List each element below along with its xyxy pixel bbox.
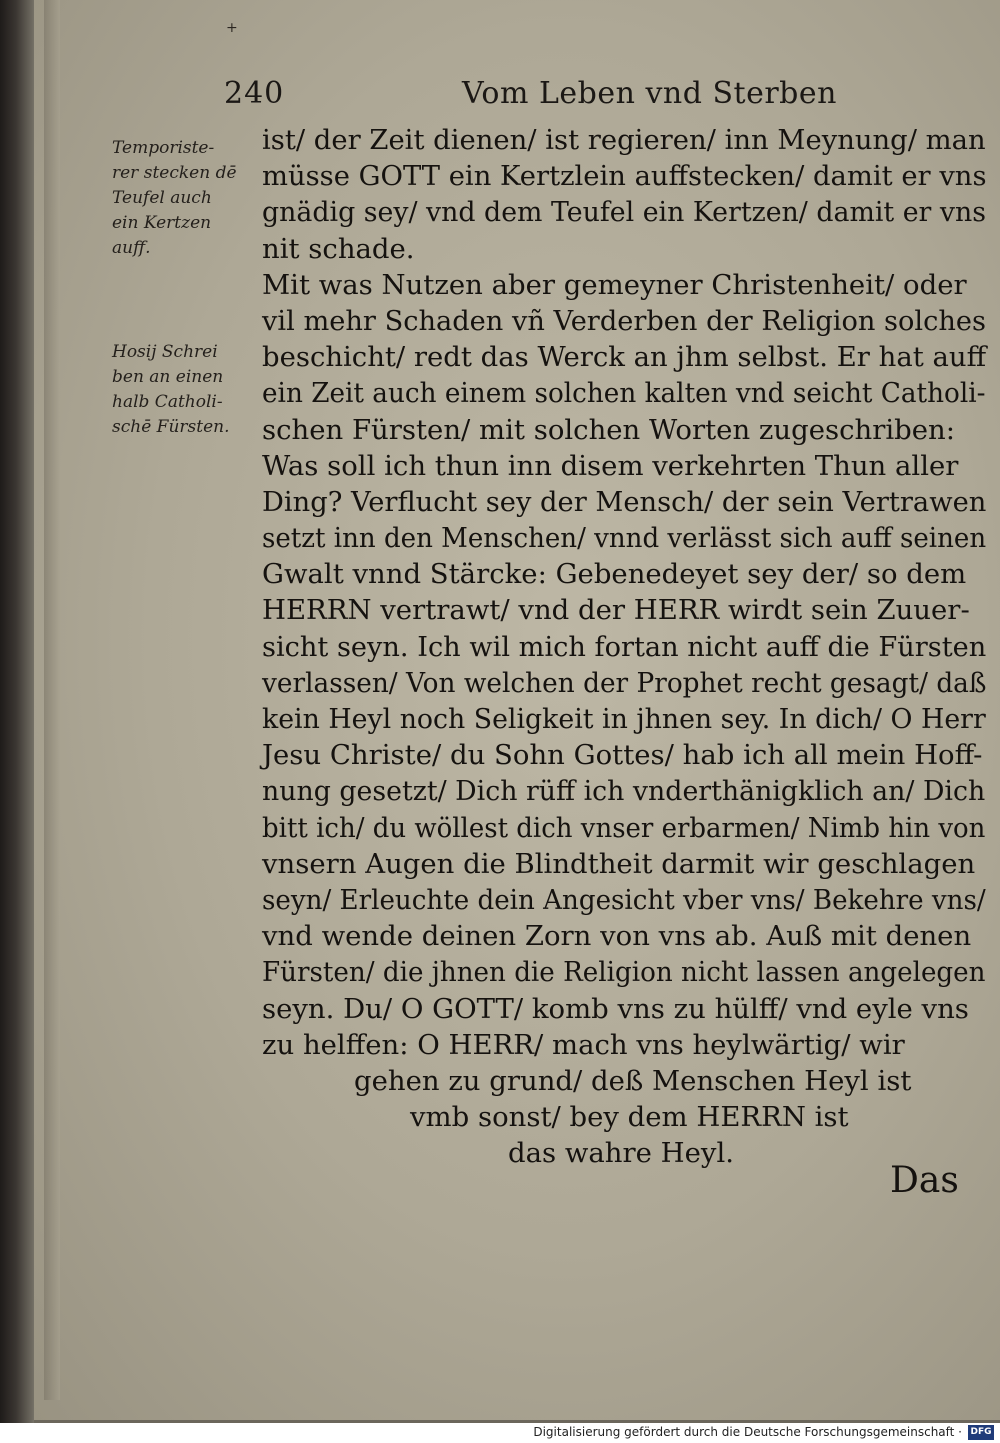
text-line: verlassen/ Von welchen der Prophet recht gesagt/ daß [262, 666, 987, 699]
text-line: beschicht/ redt das Werck an jhm selbst. Er hat auff [262, 341, 987, 374]
text-line: ein Zeit auch einem solchen kalten vnd seicht Catholi- [262, 377, 986, 410]
margin-note-line: schē Fürsten. [112, 417, 230, 437]
text-line: ist/ der Zeit dienen/ ist regieren/ inn Meynung/ man [262, 124, 986, 156]
text-line: müsse GOTT ein Kertzlein auffstecken/ damit er vns [262, 160, 987, 193]
margin-note-line: ein Kertzen [112, 213, 212, 233]
text-line: Jesu Christe/ du Sohn Gottes/ hab ich all mein Hoff- [262, 739, 983, 772]
footer-credit: Digitalisierung gefördert durch die Deutsche Forschungsgemeinschaft · [533, 1425, 962, 1439]
margin-note-temporisten [112, 136, 264, 261]
catchword: Das [890, 1160, 959, 1201]
text-line: gehen zu grund/ deß Menschen Heyl ist [354, 1064, 912, 1097]
text-line: vnsern Augen die Blindtheit darmit wir geschlagen [262, 847, 976, 880]
margin-note-line: Teufel auch [112, 188, 212, 208]
page-number: 240 [224, 76, 285, 111]
margin-note-line: auff. [112, 238, 151, 258]
page-edge-shadow [44, 0, 60, 1400]
text-line: Mit was Nutzen aber gemeyner Christenheit/ oder [262, 268, 967, 301]
text-line: das wahre Heyl. [508, 1137, 734, 1170]
text-line: vmb sonst/ bey dem HERRN ist [410, 1101, 849, 1134]
text-line: schen Fürsten/ mit solchen Worten zugeschriben: [262, 413, 955, 446]
main-text-block [262, 122, 987, 1171]
text-line: HERRN vertrawt/ vnd der HERR wirdt sein Zuuer- [262, 594, 970, 627]
margin-note-line: Hosij Schrei [112, 342, 218, 362]
text-line: zu helffen: O HERR/ mach vns heylwärtig/ wir [262, 1028, 905, 1061]
text-line: Was soll ich thun inn disem verkehrten Thun aller [262, 449, 959, 482]
text-line: Gwalt vnnd Stärcke: Gebenedeyet sey der/ so dem [262, 558, 967, 591]
text-line: nung gesetzt/ Dich rüff ich vnderthänigklich an/ Dich [262, 775, 986, 808]
text-line: Fürsten/ die jhnen die Religion nicht lassen angelegen [262, 956, 986, 989]
text-line: seyn/ Erleuchte dein Angesicht vber vns/ Bekehre vns/ [262, 883, 986, 916]
text-line: setzt inn den Menschen/ vnnd verlässt sich auff seinen [262, 522, 987, 555]
text-line: seyn. Du/ O GOTT/ komb vns zu hülff/ vnd eyle vns [262, 992, 969, 1025]
text-line: vil mehr Schaden vñ Verderben der Religion solches [262, 304, 986, 337]
margin-note-line: halb Catholi- [112, 392, 223, 412]
text-line: Ding? Verflucht sey der Mensch/ der sein Vertrawen [262, 485, 987, 518]
text-line: nit schade. [262, 232, 415, 265]
text-line: gnädig sey/ vnd dem Teufel ein Kertzen/ damit er vns [262, 196, 987, 229]
margin-note-hosius [112, 340, 264, 440]
margin-note-line: ben an einen [112, 367, 224, 387]
text-line: sicht seyn. Ich wil mich fortan nicht auff die Fürsten [262, 630, 987, 663]
margin-note-line: rer stecken dē [112, 163, 237, 183]
text-line: vnd wende deinen Zorn von vns ab. Auß mit denen [262, 920, 972, 953]
running-head: Vom Leben vnd Sterben [462, 76, 837, 111]
text-line: kein Heyl noch Seligkeit in jhnen sey. In dich/ O Herr [262, 703, 986, 735]
dfg-logo: DFG [968, 1425, 994, 1440]
ornament-mark: + [226, 20, 238, 36]
digitization-footer [0, 1423, 1000, 1443]
margin-note-line: Temporiste- [112, 138, 215, 158]
text-line: bitt ich/ du wöllest dich vnser erbarmen/ Nimb hin von [262, 811, 986, 844]
